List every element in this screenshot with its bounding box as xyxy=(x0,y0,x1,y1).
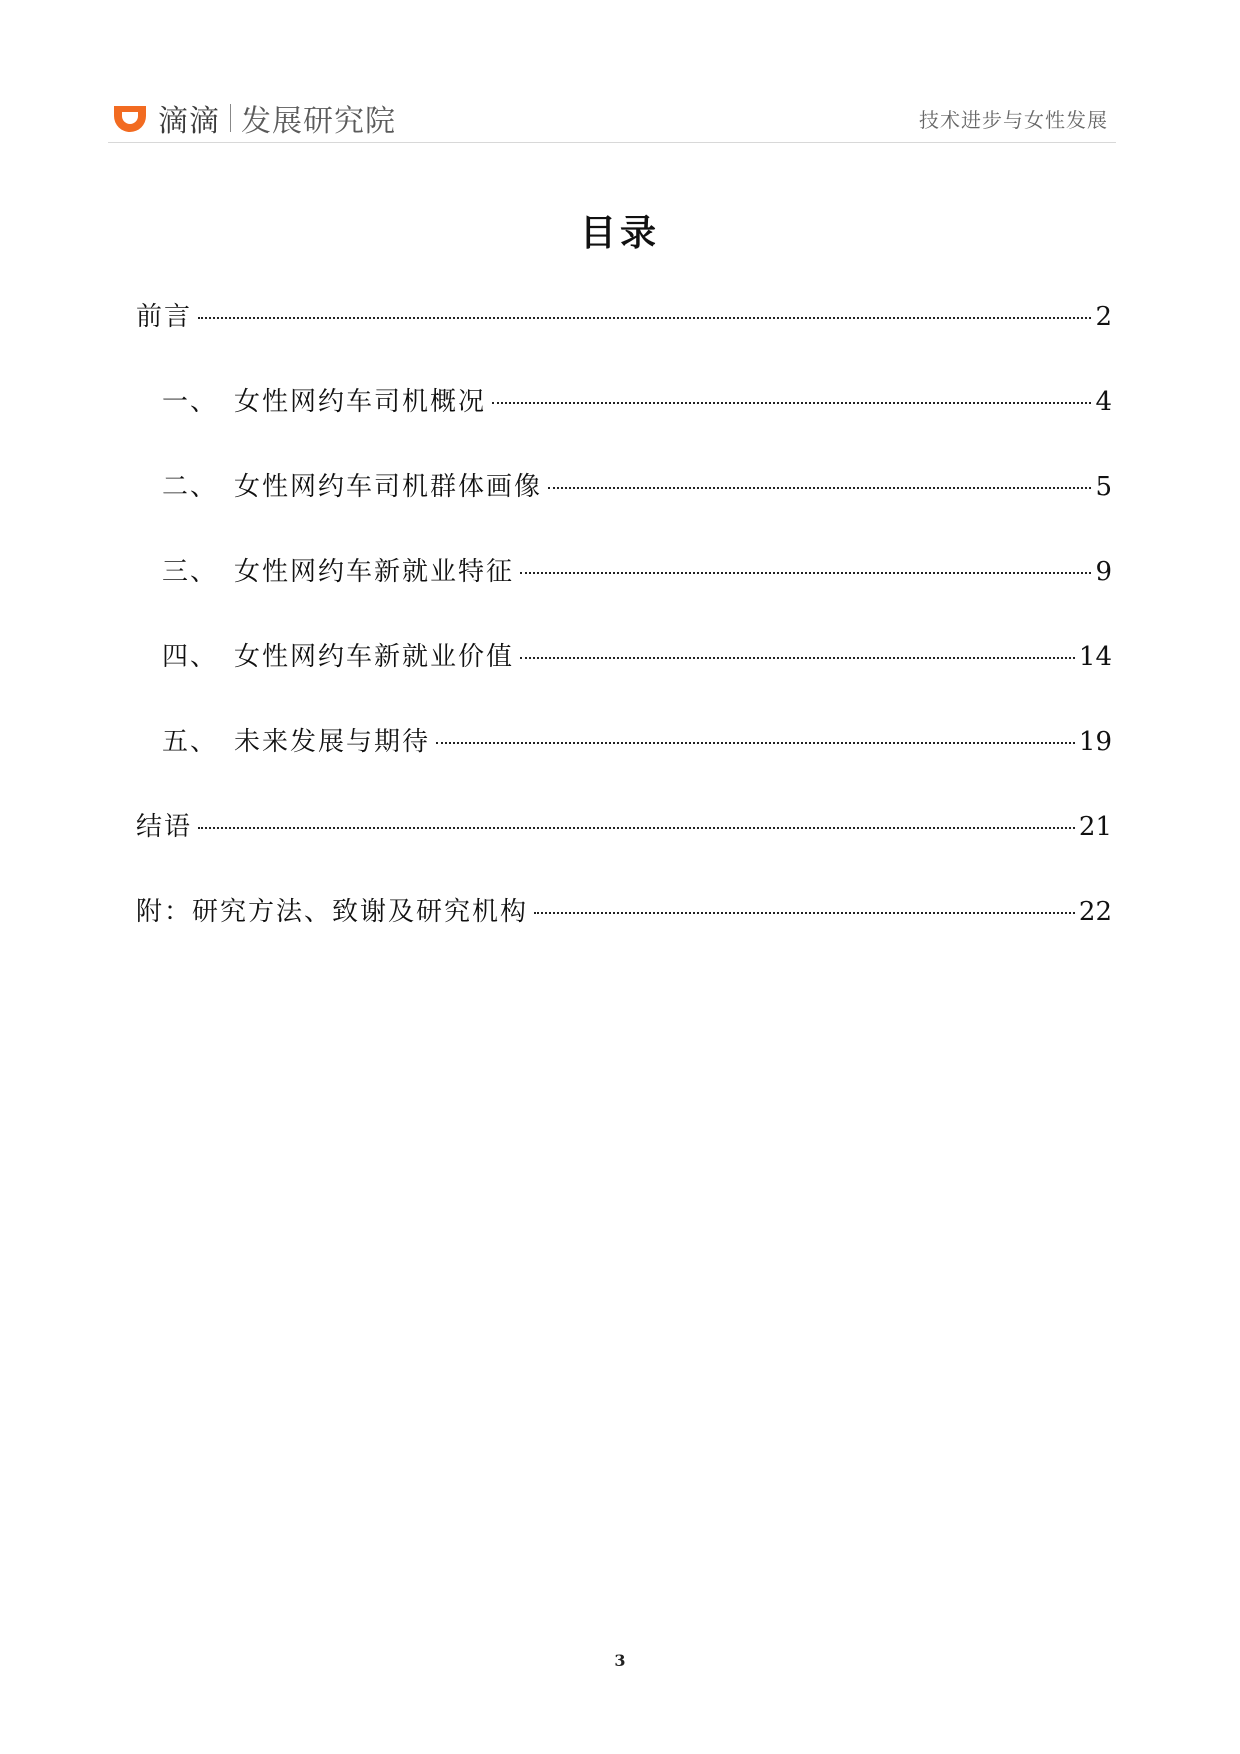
toc-entry-number: 一、 xyxy=(162,387,219,417)
toc-leader-dots xyxy=(548,487,1091,489)
toc-entry-label: 女性网约车新就业价值 xyxy=(234,642,515,672)
toc-entry-number: 五、 xyxy=(162,727,219,757)
page-number: 3 xyxy=(614,1651,626,1670)
brand-divider xyxy=(230,104,231,132)
brand-subtitle: 发展研究院 xyxy=(241,104,396,139)
brand-name: 滴滴 xyxy=(158,104,220,139)
toc-entry-label: 未来发展与期待 xyxy=(234,727,431,757)
toc-entry-appendix[interactable] xyxy=(136,891,1112,976)
toc-entry-page: 2 xyxy=(1095,302,1112,332)
toc-entry-page: 21 xyxy=(1078,812,1112,842)
toc-entry-label: 女性网约车司机概况 xyxy=(234,387,487,417)
toc-entry-number: 四、 xyxy=(162,642,219,672)
toc-entry-page: 4 xyxy=(1095,387,1112,417)
toc-entry-preface[interactable] xyxy=(136,296,1112,381)
toc-leader-dots xyxy=(198,827,1075,829)
toc-leader-dots xyxy=(520,572,1091,574)
toc-entry-label: 女性网约车司机群体画像 xyxy=(234,472,543,502)
brand xyxy=(110,96,396,140)
toc-entry-conclusion[interactable] xyxy=(136,806,1112,891)
toc-entry-page: 14 xyxy=(1078,642,1112,672)
toc-entry-label: 结语 xyxy=(136,812,193,842)
toc-title: 目录 xyxy=(579,212,660,254)
toc-leader-dots xyxy=(520,657,1075,659)
toc-entry-number: 三、 xyxy=(162,557,219,587)
didi-logo-icon xyxy=(110,100,150,136)
toc-entry-page: 22 xyxy=(1078,897,1112,927)
toc-leader-dots xyxy=(198,317,1091,319)
toc-entry-chapter-1[interactable] xyxy=(136,381,1112,466)
toc-entry-chapter-2[interactable] xyxy=(136,466,1112,551)
toc-entry-label: 附：研究方法、致谢及研究机构 xyxy=(136,897,529,927)
toc-entry-page: 19 xyxy=(1078,727,1112,757)
toc-entry-label: 前言 xyxy=(136,302,193,332)
toc-entry-number: 二、 xyxy=(162,472,219,502)
toc-leader-dots xyxy=(492,402,1091,404)
toc-entry-label: 女性网约车新就业特征 xyxy=(234,557,515,587)
toc-entry-chapter-3[interactable] xyxy=(136,551,1112,636)
toc-entry-chapter-5[interactable] xyxy=(136,721,1112,806)
page-header xyxy=(110,96,1116,144)
report-title: 技术进步与女性发展 xyxy=(919,108,1108,132)
toc-leader-dots xyxy=(534,912,1075,914)
header-divider xyxy=(108,142,1116,143)
toc-leader-dots xyxy=(436,742,1075,744)
toc-entry-page: 5 xyxy=(1095,472,1112,502)
toc-entry-chapter-4[interactable] xyxy=(136,636,1112,721)
table-of-contents xyxy=(136,296,1112,976)
toc-entry-page: 9 xyxy=(1095,557,1112,587)
